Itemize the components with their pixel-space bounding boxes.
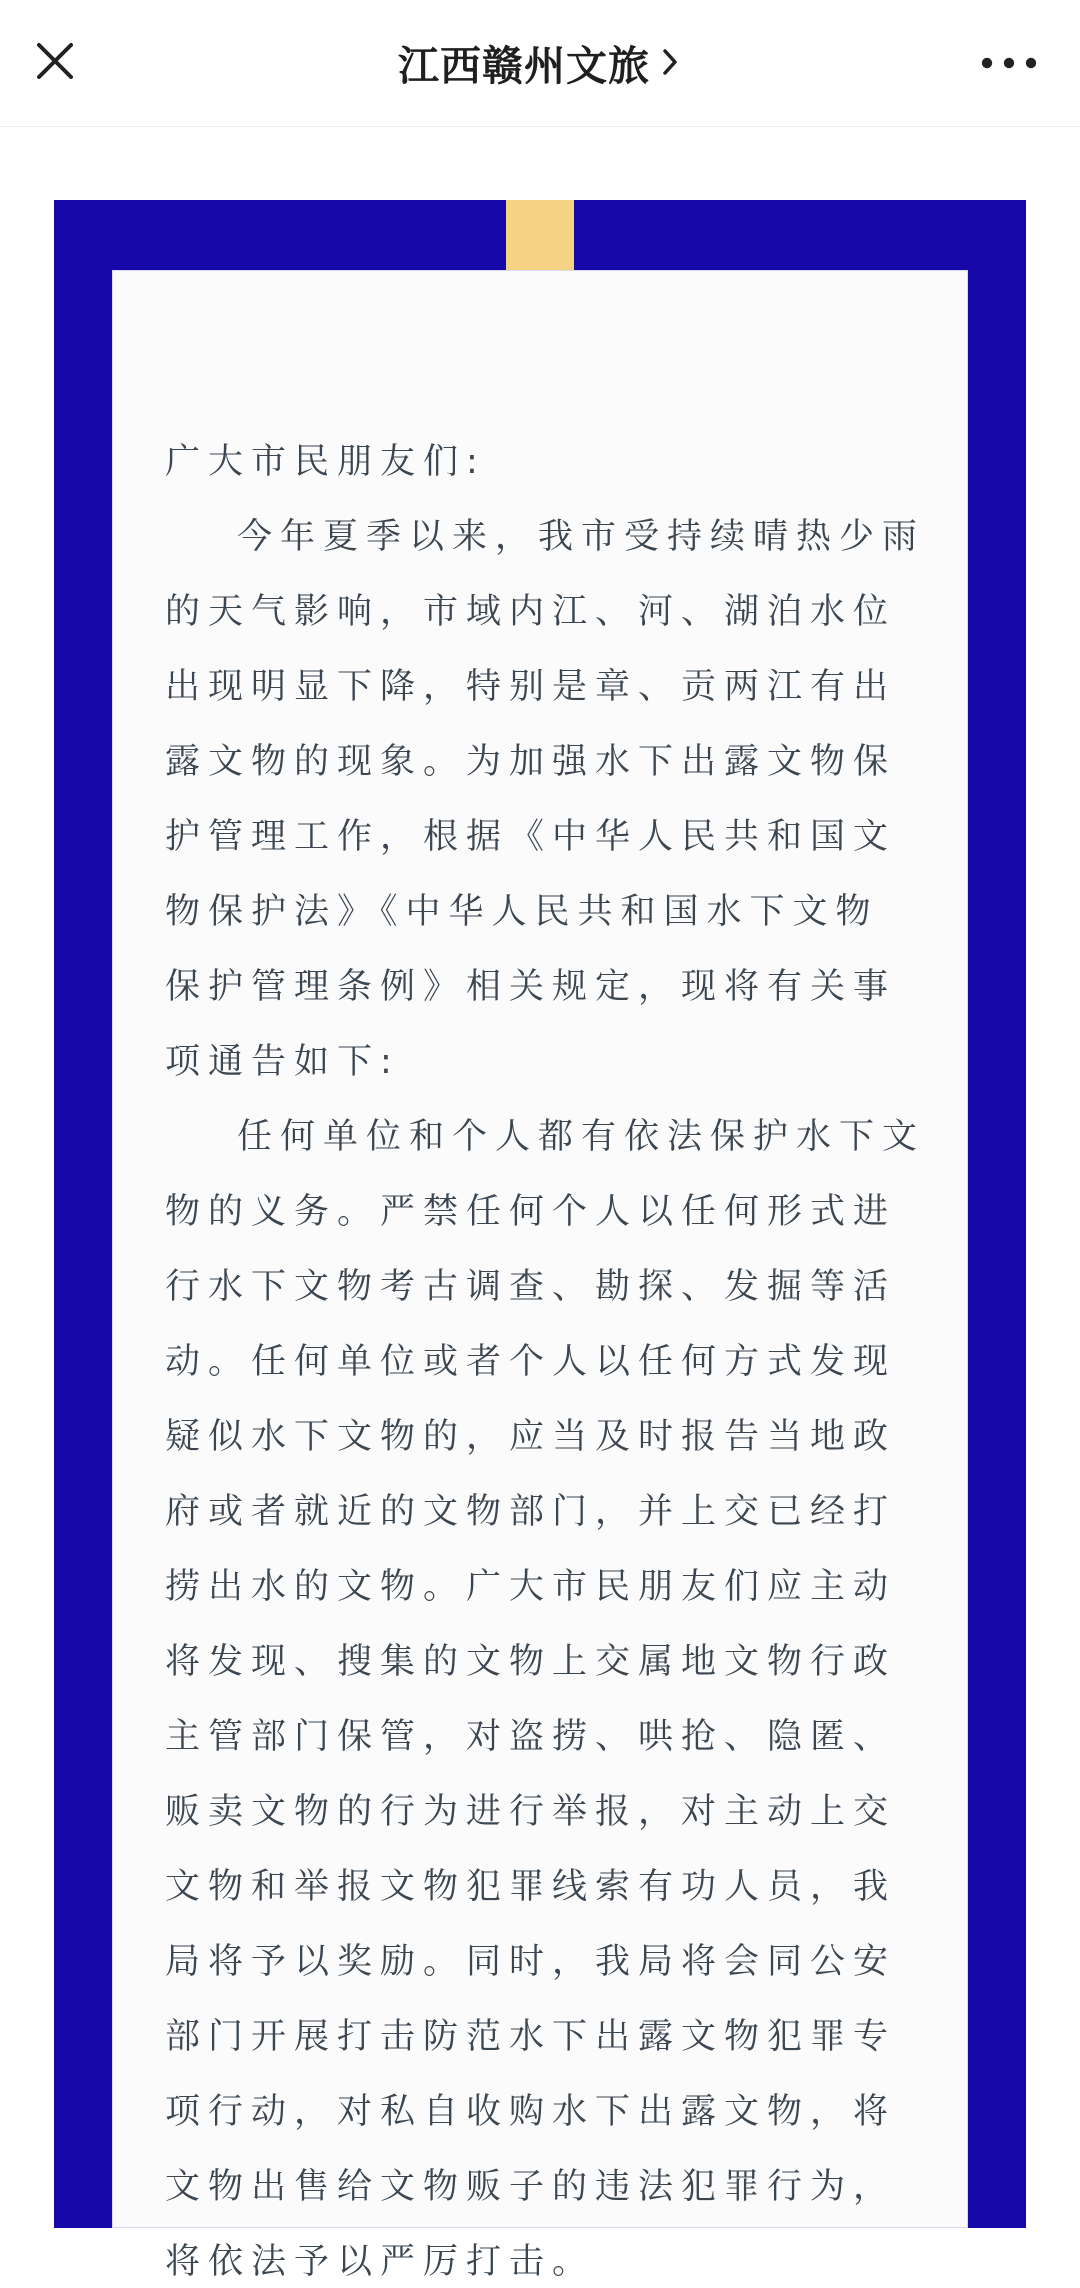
notice-line: 行水下文物考古调查、勘探、发掘等活 (165, 1267, 897, 1307)
notice-line: 任何单位和个人都有依法保护水下文 (237, 1117, 926, 1157)
notice-line: 露文物的现象。为加强水下出露文物保 (165, 742, 897, 782)
notice-line: 文物和举报文物犯罪线索有功人员，我 (165, 1867, 897, 1907)
notice-line: 护管理工作，根据《中华人民共和国文 (165, 817, 897, 857)
notice-line: 项通告如下: (165, 1042, 400, 1082)
close-icon (30, 36, 80, 86)
notice-line: 保护管理条例》相关规定，现将有关事 (165, 967, 897, 1007)
notice-line: 部门开展打击防范水下出露文物犯罪专 (165, 2017, 897, 2057)
chevron-right-icon (660, 44, 682, 80)
notice-line: 今年夏季以来，我市受持续晴热少雨 (237, 517, 926, 557)
notice-line: 将发现、搜集的文物上交属地文物行政 (165, 1642, 897, 1682)
notice-line: 项行动，对私自收购水下出露文物，将 (165, 2092, 897, 2132)
notice-line: 动。任何单位或者个人以任何方式发现 (165, 1342, 897, 1382)
notice-line: 广大市民朋友们: (165, 442, 486, 482)
notice-line: 主管部门保管，对盗捞、哄抢、隐匿、 (165, 1717, 897, 1757)
notice-line: 捞出水的文物。广大市民朋友们应主动 (165, 1567, 897, 1607)
notice-line: 文物出售给文物贩子的违法犯罪行为， (165, 2167, 897, 2207)
notice-line: 府或者就近的文物部门，并上交已经打 (165, 1492, 897, 1532)
account-title-button[interactable] (340, 30, 740, 94)
close-button[interactable] (30, 36, 80, 86)
page-title: 江西赣州文旅 (398, 41, 650, 90)
notice-line: 的天气影响，市域内江、河、湖泊水位 (165, 592, 897, 632)
notice-line: 物保护法》《中华人民共和国水下文物 (165, 892, 879, 932)
notice-line: 贩卖文物的行为进行举报，对主动上交 (165, 1792, 897, 1832)
notice-line: 物的义务。严禁任何个人以任何形式进 (165, 1192, 897, 1232)
top-navigation-bar (0, 0, 1080, 127)
notice-line: 疑似水下文物的，应当及时报告当地政 (165, 1417, 897, 1457)
notice-line: 局将予以奖励。同时，我局将会同公安 (165, 1942, 897, 1982)
notice-poster (54, 200, 1026, 2282)
notice-line: 将依法予以严厉打击。 (165, 2242, 596, 2282)
more-options-button[interactable] (972, 48, 1046, 78)
poster-top-accent (506, 200, 574, 270)
notice-line: 出现明显下降，特别是章、贡两江有出 (165, 667, 897, 707)
more-horizontal-icon (972, 48, 1046, 78)
notice-paper (112, 270, 968, 2282)
